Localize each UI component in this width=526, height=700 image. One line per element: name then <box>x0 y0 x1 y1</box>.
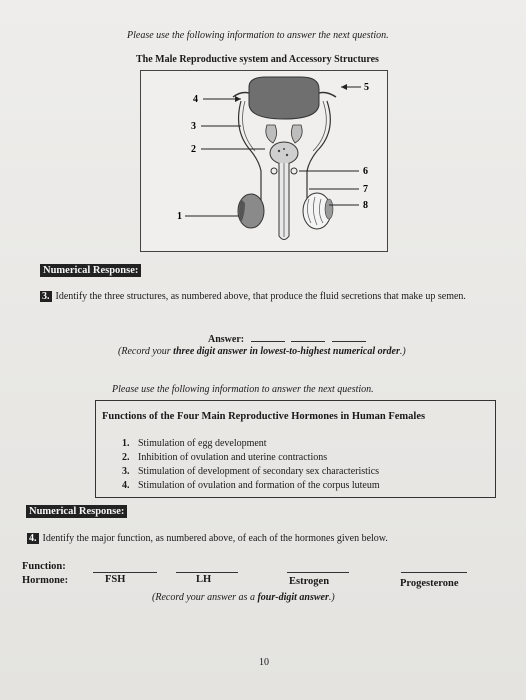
function-number: 1. <box>122 438 130 449</box>
function-label: Function: <box>22 561 66 572</box>
diagram-title: The Male Reproductive system and Accessory Structures <box>136 54 379 65</box>
answer-blank-2[interactable] <box>291 332 325 342</box>
answer-line-3 <box>208 332 366 345</box>
function-number: 3. <box>122 466 130 477</box>
question-3 <box>40 291 510 303</box>
question-4 <box>27 533 388 544</box>
record-4-post: .) <box>328 592 335 603</box>
function-number: 4. <box>122 480 130 491</box>
diagram-label-5: 5 <box>364 82 369 93</box>
male-reproductive-diagram <box>140 70 388 252</box>
diagram-label-8: 8 <box>363 200 368 211</box>
hormone-lh: LH <box>196 574 212 585</box>
hormone-estrogen: Estrogen <box>289 576 330 587</box>
question-3-text: Identify the three structures, as numbered above, that produce the fluid secretions that make up semen. <box>55 291 466 302</box>
question-4-text: Identify the major function, as numbered above, of each of the hormones given below. <box>42 533 388 544</box>
list-item <box>122 451 380 465</box>
hormone-box-title: Functions of the Four Main Reproductive Hormones in Human Females <box>102 411 426 422</box>
answer-label: Answer: <box>208 334 245 345</box>
function-blank-fsh[interactable] <box>93 572 157 573</box>
numerical-response-heading-4: Numerical Response: <box>26 505 127 518</box>
hormone-fsh: FSH <box>105 574 126 585</box>
function-text: Stimulation of development of secondary sex characteristics <box>138 466 380 477</box>
record-instruction-3 <box>118 346 406 357</box>
intro-instruction-2: Please use the following information to answer the next question. <box>112 384 374 395</box>
question-4-number: 4. <box>29 533 37 544</box>
answer-blank-3[interactable] <box>332 332 366 342</box>
diagram-label-7: 7 <box>363 184 368 195</box>
hormone-progesterone: Progesterone <box>400 578 459 589</box>
function-blank-lh[interactable] <box>176 572 238 573</box>
record-4-bold: four-digit answer <box>257 592 329 603</box>
row-labels <box>22 560 68 588</box>
diagram-label-6: 6 <box>363 166 368 177</box>
list-item <box>122 437 380 451</box>
record-3-bold: three digit answer in lowest-to-highest numerical order <box>173 346 400 357</box>
question-3-number: 3. <box>42 291 50 302</box>
function-text: Stimulation of egg development <box>138 438 267 449</box>
function-list <box>122 437 380 493</box>
diagram-label-4: 4 <box>193 94 198 105</box>
record-3-pre: (Record your <box>118 346 174 357</box>
hormone-label: Hormone: <box>22 575 69 586</box>
list-item <box>122 479 380 493</box>
record-4-pre: (Record your answer as a <box>152 592 258 603</box>
diagram-label-1: 1 <box>177 211 182 222</box>
diagram-label-2: 2 <box>191 144 196 155</box>
numerical-response-heading-3: Numerical Response: <box>40 264 141 277</box>
record-3-post: .) <box>399 346 406 357</box>
list-item <box>122 465 380 479</box>
page-number: 10 <box>259 657 269 668</box>
diagram-illustration <box>141 71 387 251</box>
diagram-label-3: 3 <box>191 121 196 132</box>
record-instruction-4 <box>152 592 335 603</box>
function-blank-progesterone[interactable] <box>401 572 467 573</box>
function-number: 2. <box>122 452 130 463</box>
function-text: Inhibition of ovulation and uterine contractions <box>138 452 328 463</box>
function-blank-estrogen[interactable] <box>287 572 349 573</box>
intro-instruction: Please use the following information to answer the next question. <box>127 30 389 41</box>
answer-blank-1[interactable] <box>251 332 285 342</box>
function-text: Stimulation of ovulation and formation of the corpus luteum <box>138 480 380 491</box>
